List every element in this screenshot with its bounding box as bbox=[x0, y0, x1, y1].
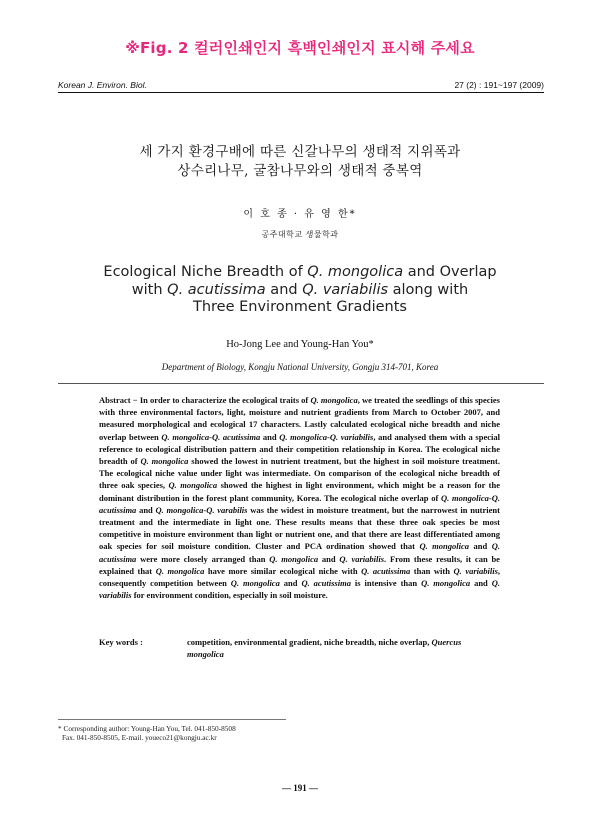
section-rule bbox=[58, 383, 544, 384]
header-rule bbox=[58, 92, 544, 93]
english-title-line-2: with Q. acutissima and Q. variabilis along with bbox=[131, 281, 469, 298]
footnote-line-1: * Corresponding author: Young-Han You, Tel. 041-850-8508 bbox=[58, 724, 236, 733]
species-name: Quercus mongolica bbox=[187, 637, 462, 660]
species-name: Q. acutissima bbox=[167, 281, 266, 298]
journal-name: Korean J. Environ. Biol. bbox=[58, 80, 147, 90]
abstract-label: Abstract bbox=[99, 395, 131, 405]
print-color-note: ※Fig. 2 컬러인쇄인지 흑백인쇄인지 표시해 주세요 bbox=[125, 39, 475, 57]
species-name: Q. variabilis bbox=[302, 281, 389, 298]
english-title bbox=[0, 264, 600, 317]
korean-title-line-1: 세 가지 환경구배에 따른 신갈나무의 생태적 지위폭과 bbox=[139, 144, 461, 160]
korean-authors: 이 호 종 · 유 영 한* bbox=[243, 209, 357, 220]
english-title-line-3: Three Environment Gradients bbox=[192, 299, 407, 315]
journal-volume-pages: 27 (2) : 191~197 (2009) bbox=[454, 80, 544, 90]
footnote-rule bbox=[58, 719, 286, 720]
english-authors: Ho-Jong Lee and Young-Han You* bbox=[226, 339, 374, 350]
english-affiliation: Department of Biology, Kongju National University, Gongju 314-701, Korea bbox=[161, 362, 439, 372]
species-name: Q. mongolica bbox=[307, 264, 404, 280]
keywords bbox=[99, 636, 500, 660]
korean-title bbox=[0, 143, 600, 181]
keywords-label: Key words : bbox=[99, 637, 143, 647]
abstract: Abstract − In order to characterize the ecological traits of Q. mongolica, we treated the seedlings of this species with three environmental factors, light, moisture and nutrient gradients from March to October 2007, and measured morphological and ecological 17 characters. Lastly calculated ecological niche breadth and niche overlap between Q. mongolica-Q. acutissima and Q. mongolica-Q. variabilis, and analysed them with a special reference to ecological distribution pattern and their competition relationship in Korea. The ecological niche breadth of Q. mongolica showed the lowest in nutrient treatment, but the highest in soil moisture treatment. The ecological niche value under light was intermediate. On comparison of the ecological niche breadth of three oak species, Q. mongolica showed the highest in light environment, which might be a reason for the dominant distribution in the forest plant community, Korea. The ecological niche overlap of Q. mongolica-Q. acutissima and Q. mongolica-Q. varabilis was the widest in moisture treatment, but the narrowest in nutrient treatment and the intermediate in light one. These results means that these three oak species be most competitive in moisture environment than light or nutrient one, and that there are least differentiated among oak species for soil moisture condition. Cluster and PCA ordination showed that Q. mongolica and Q. acutissima were more closely arranged than Q. mongolica and Q. variabilis. From these results, it can be explained that Q. mongolica have more similar ecological niche with Q. acutissima than with Q. variabilis, consequently competition between Q. mongolica and Q. acutissima is intensive than Q. mongolica and Q. variabilis for environment condition, especially in soil moisture. bbox=[99, 395, 501, 601]
korean-title-line-2: 상수리나무, 굴참나무와의 생태적 중복역 bbox=[177, 163, 423, 179]
corresponding-author-footnote bbox=[58, 724, 236, 742]
english-title-line-1: Ecological Niche Breadth of Q. mongolica and Overlap bbox=[103, 264, 497, 280]
page-number: — 191 — bbox=[282, 783, 318, 793]
keywords-list: competition, environmental gradient, niche breadth, niche overlap, Quercus mongolica bbox=[187, 637, 462, 660]
footnote-line-2: Fax. 041-850-8505, E-mail. youeco21@kongju.ac.kr bbox=[62, 733, 217, 743]
korean-affiliation: 공주대학교 생물학과 bbox=[261, 230, 339, 239]
